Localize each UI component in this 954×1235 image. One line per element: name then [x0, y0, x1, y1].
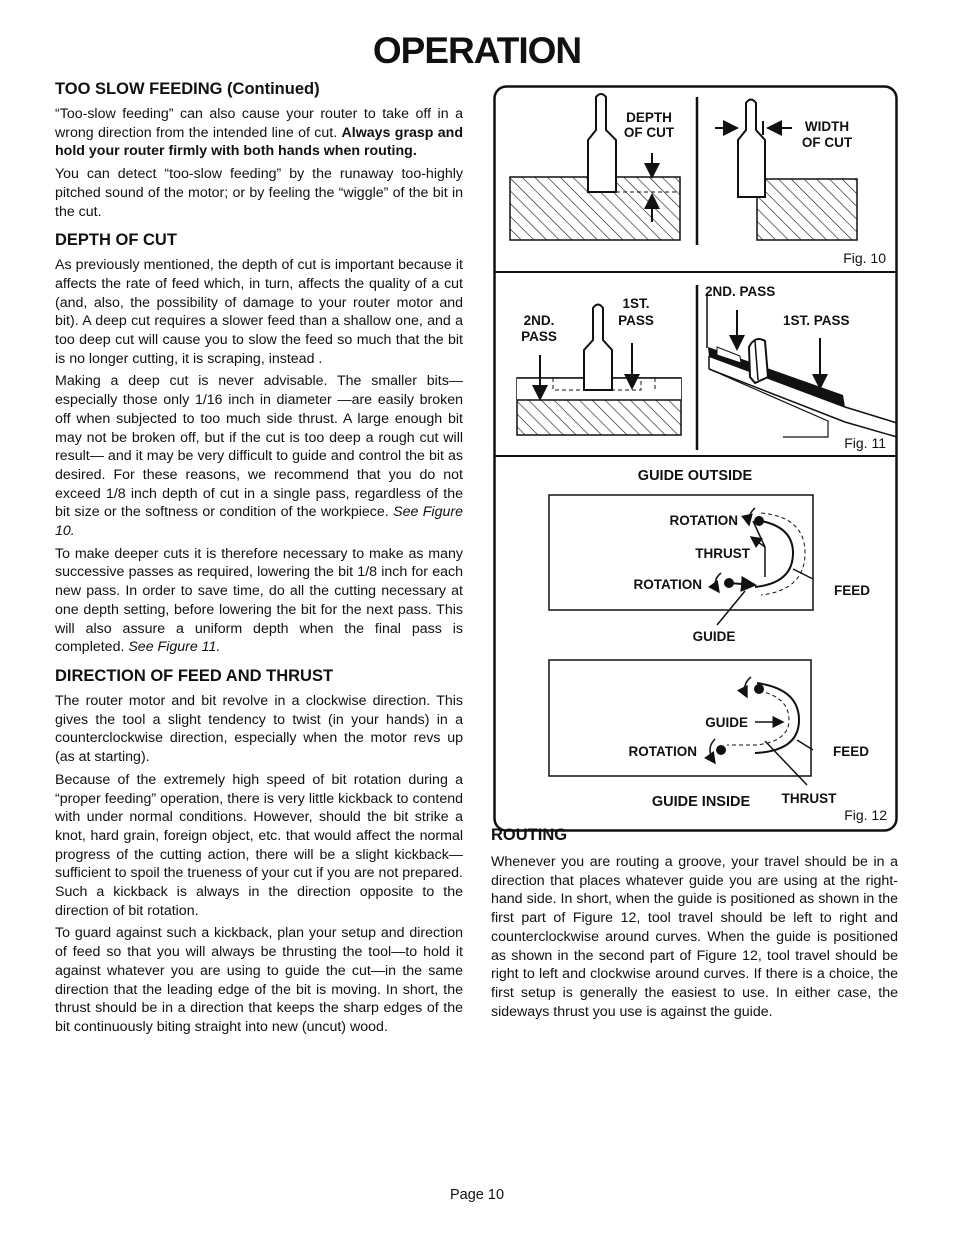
fig10-depth-label-1: DEPTH — [626, 110, 672, 125]
depth-paragraph-2 — [55, 372, 463, 540]
routing-heading: ROUTING — [491, 826, 568, 844]
fig12-rotation-bottom-label: ROTATION — [628, 744, 697, 759]
direction-heading: DIRECTION OF FEED AND THRUST — [55, 666, 334, 685]
fig12-guide-curve-bottom — [755, 683, 799, 753]
fig10-width-label-2: OF CUT — [801, 135, 853, 150]
fig12-thrust-top-label: THRUST — [695, 546, 750, 561]
too-slow-feeding-heading: TOO SLOW FEEDING (Continued) — [55, 80, 320, 98]
fig10-workpiece-right — [757, 179, 857, 240]
fig12-guide-bottom-label: GUIDE — [705, 715, 748, 730]
direction-paragraph-3: To guard against such a kickback, plan your setup and direction of feed so that you will always be thrusting the tool—to hold it against whatever you are using to guide the cut—in the same direction that the leading edge of the bit is moving. In short, the thrust should be in a direction that keeps the sharp edges of the bit continuously biting straight into new (uncut) wood. — [55, 925, 463, 1035]
fig10-router-bit-right — [738, 100, 765, 198]
fig12-thrust-bottom-label: THRUST — [781, 791, 837, 806]
fig12-feed-top-label: FEED — [834, 583, 871, 598]
too-slow-p1-bold: Always grasp and hold your router firmly with both hands when routing. — [55, 124, 463, 160]
direction-paragraph-2: Because of the extremely high speed of bit rotation during a “proper feeding” operation, there is very little kickback to contend with under normal conditions. However, should the bit strike a knot, hard grain, foreign object, etc. that would affect the normal progress of the cutting action, there will be a slight kickback—sufficient to spoil the trueness of your cut if you are not prepared. Such a kickback is always in the direction opposite to the direction of bit rotation. — [55, 771, 463, 919]
fig11-first-pass-label-1: 1ST. — [622, 296, 650, 311]
direction-paragraph-1: The router motor and bit revolve in a clockwise direction. This gives the tool a slight tendency to twist (in your hands) in a counterclockwise direction, especially when the motor revs up (as at starting). — [55, 692, 463, 766]
page-number: Page 10 — [449, 1187, 505, 1203]
fig11-caption: Fig. 11 — [844, 435, 886, 451]
depth-p2-figure-ref: See Figure 10. — [55, 504, 463, 540]
fig11-first-pass-label-2: PASS — [618, 313, 654, 328]
too-slow-paragraph-1 — [55, 105, 463, 161]
figures-panel — [493, 85, 898, 832]
fig10-router-bit-left — [588, 94, 616, 192]
fig11-second-pass-label-1: 2ND. — [523, 313, 555, 328]
left-column — [55, 80, 463, 1041]
depth-paragraph-1: As previously mentioned, the depth of cut is important because it affects the rate of feed which, in turn, affects the quality of a cut (and, also, the possibility of damage to your router motor and bit). A deep cut requires a slower feed than a shallow one, and a too deep cut will cause you to slow the feed so much that the bit is no longer cutting, it is scraping, instead . — [55, 257, 463, 367]
page-title: OPERATION — [372, 30, 582, 71]
fig12-feed-bottom-label: FEED — [833, 744, 870, 759]
fig12-caption: Fig. 12 — [844, 807, 887, 823]
fig12-rotation-mid-label: ROTATION — [633, 577, 702, 592]
fig12-guide-outside-label: GUIDE OUTSIDE — [637, 468, 753, 484]
fig12-guide-curve-top — [755, 520, 793, 587]
depth-p2-text: Making a deep cut is never advisable. The smaller bits—especially those only 1/16 inch in diameter —are easily broken off when subjected to too much side thrust. A large enough bit may not be broken off, but if the cut is too deep a rough cut will result— and it may be very difficult to guide and control the bit as desired. For these reasons, we recommend that you do not exceed 1/8 inch depth of cut in a single pass, regardless of the bit size or the softness or condition of the workpiece. — [55, 373, 463, 521]
fig11-router-bit — [584, 305, 612, 391]
fig11-second-pass-label-2: PASS — [521, 329, 557, 344]
too-slow-paragraph-2: You can detect “too-slow feeding” by the runaway too-highly pitched sound of the motor; or by feeling the “wiggle” of the bit in the cut. — [55, 166, 463, 220]
fig10-depth-label-2: OF CUT — [623, 125, 675, 140]
fig12-guide-top-label: GUIDE — [692, 629, 736, 644]
fig11-second-pass-top-label: 2ND. PASS — [705, 284, 776, 299]
fig10-caption: Fig. 10 — [843, 250, 886, 266]
routing-section — [491, 826, 898, 1025]
figure-12 — [549, 468, 887, 823]
figure-11 — [517, 284, 897, 451]
fig12-rotation-top-label: ROTATION — [669, 513, 738, 528]
depth-of-cut-heading: DEPTH OF CUT — [55, 231, 177, 250]
fig12-guide-inside-label: GUIDE INSIDE — [651, 794, 751, 810]
fig11-first-pass-right-label: 1ST. PASS — [783, 313, 850, 328]
depth-p3-text: To make deeper cuts it is therefore necessary to make as many successive passes as required, lowering the bit 1/8 inch for each new pass. In order to save time, do all the cutting necessary at one depth setting, before lowering the bit for the next pass. This will also assure a uniform depth when the final pass is completed. — [55, 545, 463, 656]
too-slow-p1-text: “Too-slow feeding” can also cause your router to take off in a wrong direction from the intended line of cut. — [55, 106, 463, 141]
fig11-router-bit-perspective — [749, 339, 768, 383]
depth-paragraph-3 — [55, 545, 463, 657]
figure-10 — [510, 94, 886, 266]
depth-p3-figure-ref: See Figure 11. — [128, 639, 221, 656]
fig10-width-label-1: WIDTH — [804, 119, 850, 134]
routing-paragraph: Whenever you are routing a groove, your travel should be in a direction that places whatever guide you are using at the right-hand side. In short, when the guide is positioned as shown in the first part of Figure 12, tool travel should be left to right and counterclockwise around curves. When the guide is positioned as shown in the second part of Figure 12, tool travel should be right to left and clockwise around curves. If there is a choice, the first setup is generally the easiest to use. In either case, the sideways thrust you use is against the guide. — [491, 854, 898, 1020]
